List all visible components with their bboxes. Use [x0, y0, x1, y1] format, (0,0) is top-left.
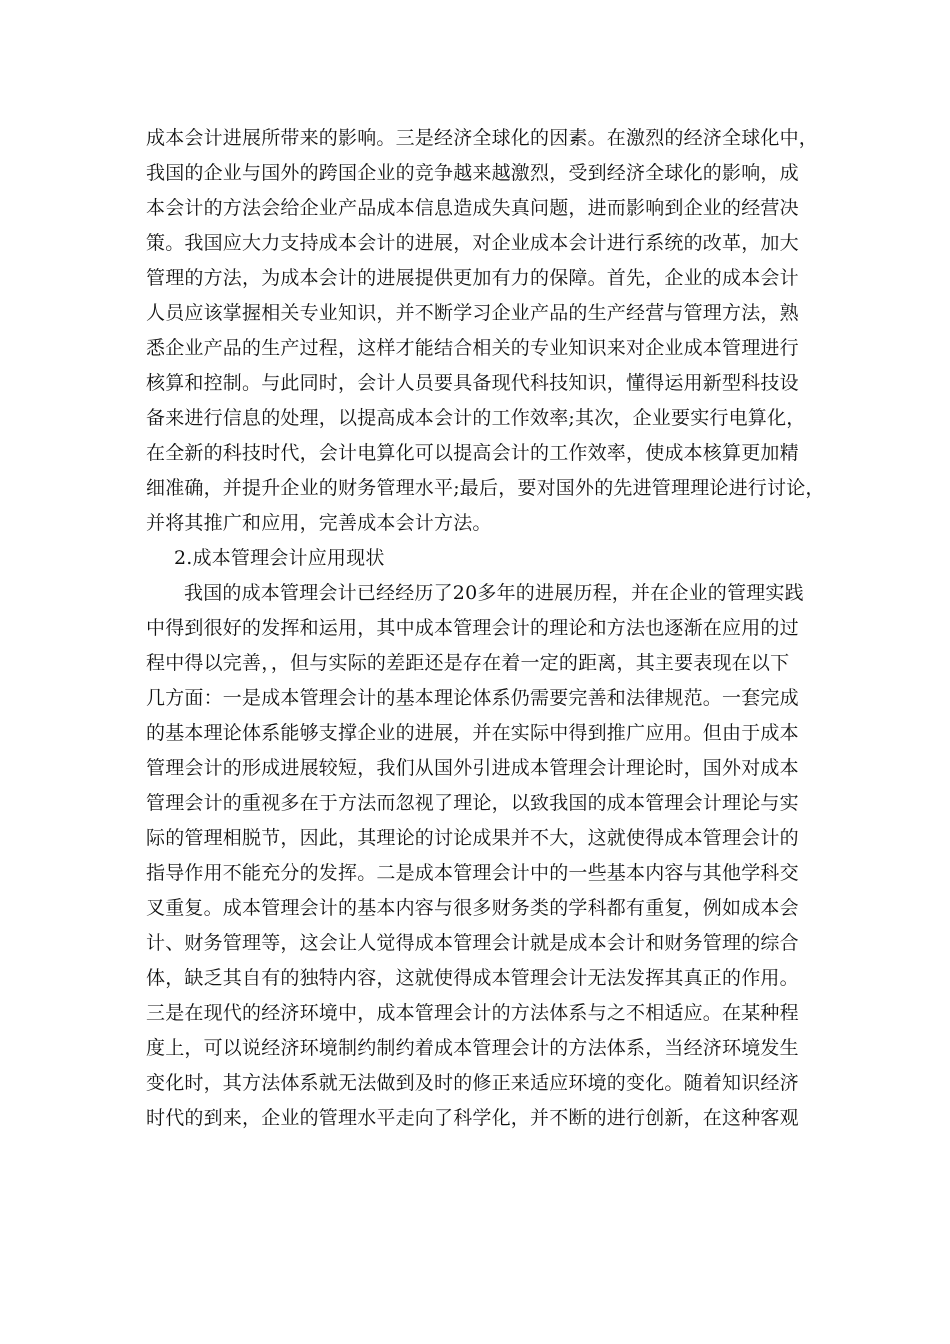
- paragraph-first-line: 我国的成本管理会计已经经历了20多年的进展历程，并在企业的管理实践: [184, 582, 804, 604]
- text-line: 备来进行信息的处理，以提高成本会计的工作效率;其次，企业要实行电算化，: [146, 407, 806, 429]
- text-line: 管理的方法，为成本会计的进展提供更加有力的保障。首先，企业的成本会计: [146, 267, 799, 289]
- text-line: 的基本理论体系能够支撑企业的进展，并在实际中得到推广应用。但由于成本: [146, 722, 799, 744]
- text-line: 策。我国应大力支持成本会计的进展，对企业成本会计进行系统的改革，加大: [146, 232, 799, 254]
- text-line: 悉企业产品的生产过程，这样才能结合相关的专业知识来对企业成本管理进行: [146, 337, 799, 359]
- text-line: 我国的企业与国外的跨国企业的竞争越来越激烈，受到经济全球化的影响，成: [146, 162, 799, 184]
- text-line: 叉重复。成本管理会计的基本内容与很多财务类的学科都有重复，例如成本会: [146, 897, 799, 919]
- text-line: 在全新的科技时代，会计电算化可以提高会计的工作效率，使成本核算更加精: [146, 442, 799, 464]
- text-line: 管理会计的形成进展较短，我们从国外引进成本管理会计理论时，国外对成本: [146, 757, 799, 779]
- text-line: 时代的到来，企业的管理水平走向了科学化，并不断的进行创新，在这种客观: [146, 1107, 799, 1129]
- text-line: 际的管理相脱节，因此，其理论的讨论成果并不大，这就使得成本管理会计的: [146, 827, 799, 849]
- text-line: 变化时，其方法体系就无法做到及时的修正来适应环境的变化。随着知识经济: [146, 1072, 799, 1094]
- text-line: 核算和控制。与此同时，会计人员要具备现代科技知识，懂得运用新型科技设: [146, 372, 799, 394]
- text-line: 体，缺乏其自有的独特内容，这就使得成本管理会计无法发挥其真正的作用。: [146, 967, 799, 989]
- text-line: 中得到很好的发挥和运用，其中成本管理会计的理论和方法也逐渐在应用的过: [146, 617, 799, 639]
- text-line: 人员应该掌握相关专业知识，并不断学习企业产品的生产经营与管理方法，熟: [146, 302, 799, 324]
- text-line: 计、财务管理等，这会让人觉得成本管理会计就是成本会计和财务管理的综合: [146, 932, 799, 954]
- text-line: 成本会计进展所带来的影响。三是经济全球化的因素。在激烈的经济全球化中，: [146, 127, 819, 149]
- text-line: 程中得以完善，，但与实际的差距还是存在着一定的距离，其主要表现在以下: [146, 652, 790, 674]
- text-line: 并将其推广和应用，完善成本会计方法。: [146, 512, 492, 534]
- text-line: 三是在现代的经济环境中，成本管理会计的方法体系与之不相适应。在某种程: [146, 1002, 799, 1024]
- text-line: 指导作用不能充分的发挥。二是成本管理会计中的一些基本内容与其他学科交: [146, 862, 799, 884]
- text-line: 管理会计的重视多在于方法而忽视了理论，以致我国的成本管理会计理论与实: [146, 792, 799, 814]
- section-heading: 2.成本管理会计应用现状: [174, 547, 385, 569]
- text-line: 度上，可以说经济环境制约制约着成本管理会计的方法体系，当经济环境发生: [146, 1037, 799, 1059]
- text-line: 本会计的方法会给企业产品成本信息造成失真问题，进而影响到企业的经营决: [146, 197, 799, 219]
- text-line: 几方面：一是成本管理会计的基本理论体系仍需要完善和法律规范。一套完成: [146, 687, 799, 709]
- text-line: 细准确，并提升企业的财务管理水平;最后，要对国外的先进管理理论进行讨论，: [146, 477, 825, 499]
